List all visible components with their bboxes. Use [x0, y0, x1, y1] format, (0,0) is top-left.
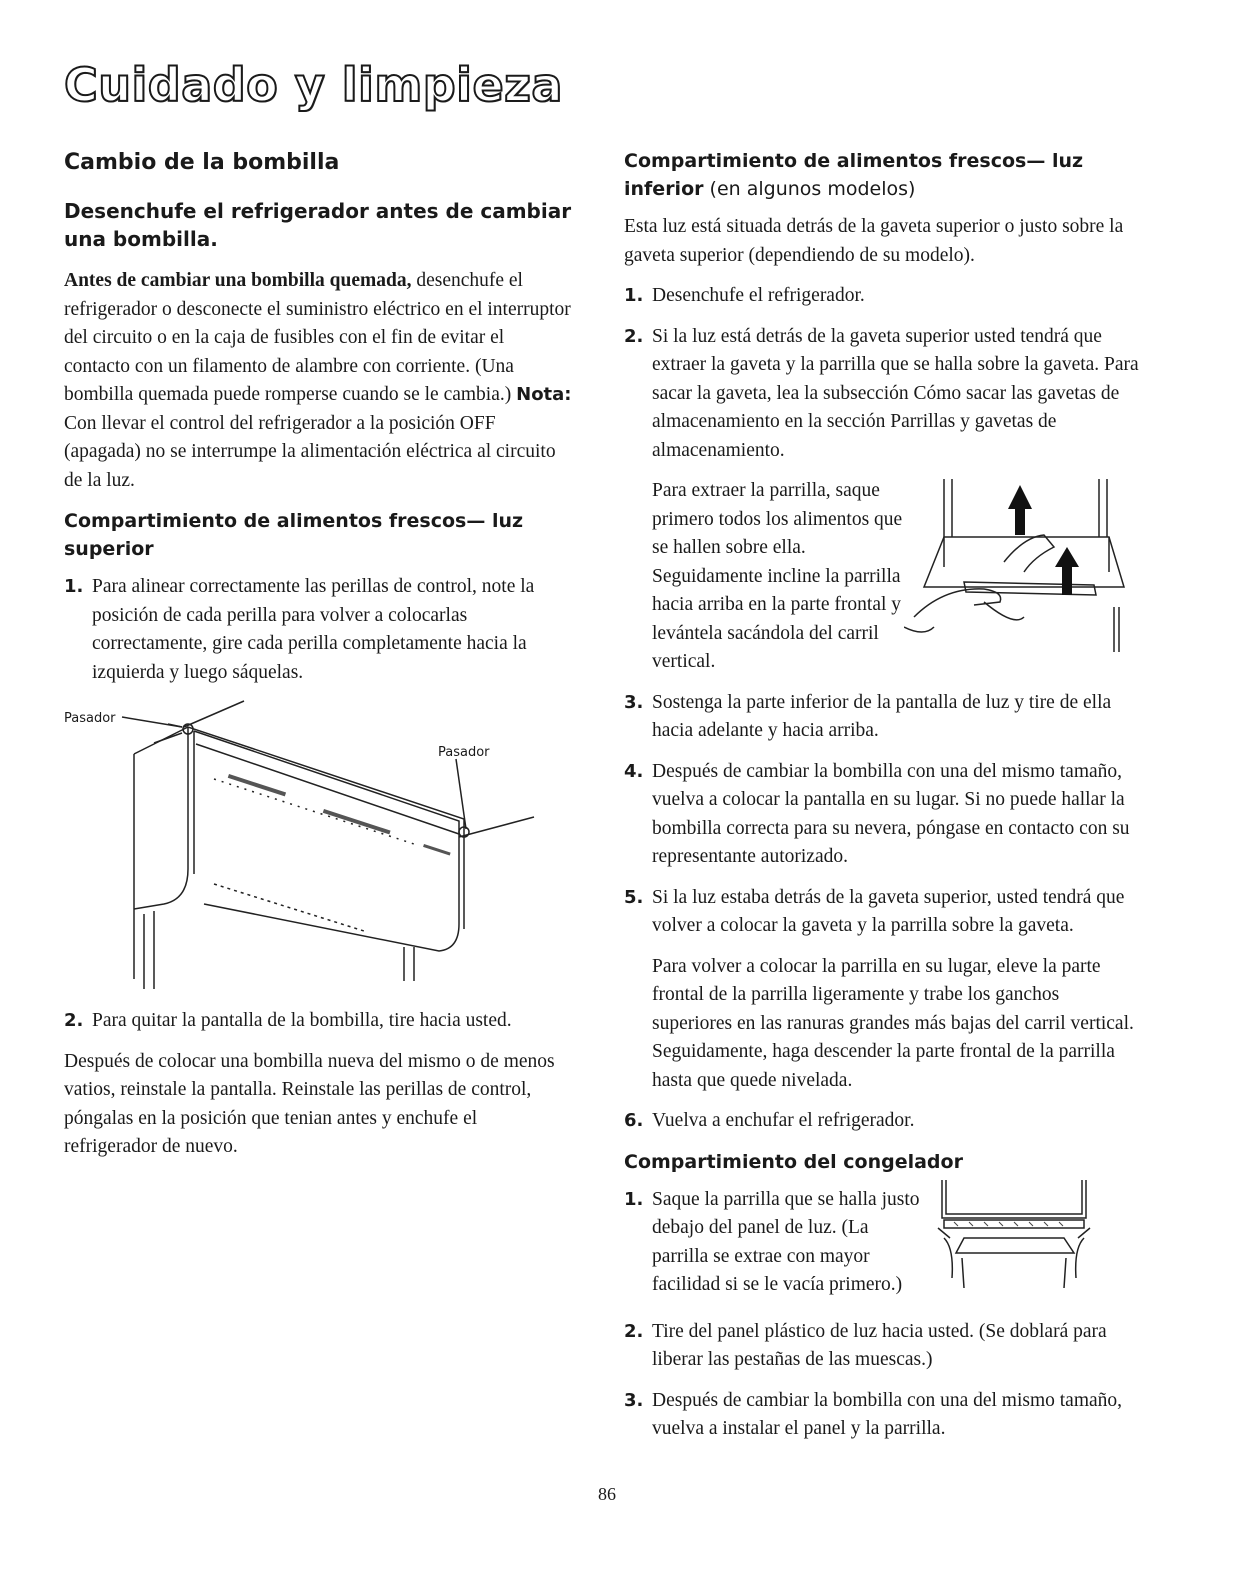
section-heading-bulb: Cambio de la bombilla [64, 150, 340, 175]
subheading-freezer: Compartimiento del congelador [624, 1150, 963, 1173]
step-number: 1. [64, 576, 84, 597]
shelf-remove-block [652, 477, 1144, 677]
step-number: 6. [624, 1110, 644, 1131]
note-label: Nota: [516, 384, 572, 405]
step-text: Vuelva a enchufar el refrigerador. [652, 1110, 915, 1131]
step-text: Sostenga la parte inferior de la pantalla de luz y tire de ella hacia adelante y hacia arriba. [652, 691, 1112, 741]
step-number: 3. [624, 1389, 644, 1411]
lower-light-intro: Esta luz está situada detrás de la gaveta superior o justo sobre la gaveta superior (dependiendo de su modelo). [624, 216, 1124, 266]
freezer-step-1-text-block [624, 1186, 924, 1308]
shelf-removal-illustration [904, 477, 1144, 667]
step-number: 4. [624, 760, 644, 782]
page-number: 86 [598, 1484, 616, 1504]
lower-step-6 [624, 1107, 1144, 1136]
step-text: Para alinear correctamente las perillas de control, note la posición de cada perilla para volver a colocarlas correctamente, gire cada perilla completamente hacia la izquierda y luego sáquelas. [92, 576, 535, 683]
subheading-upper-light: Compartimiento de alimentos frescos— luz superior [64, 510, 524, 560]
page-title: Cuidado y limpieza [64, 58, 563, 112]
subheading-lower-light [624, 147, 1094, 203]
closing-paragraph: Después de colocar una bombilla nueva del mismo o de menos vatios, reinstale la pantalla. Reinstale las perillas de control, póngalas en la posición que tenian antes y enchufe el refrigerador de nuevo. [64, 1050, 555, 1157]
step-number: 5. [624, 886, 644, 908]
step-text: Si la luz está detrás de la gaveta superior usted tendrá que extraer la gaveta y la parrilla que se halla sobre la gaveta. Para sacar la gaveta, lea la subsección Cómo sacar las gavetas de almacenamiento en la sección Parrillas y gavetas de almacenamiento. [652, 325, 1139, 461]
shelf-remove-text: Para extraer la parrilla, saque primero todos los alimentos que se hallen sobre ella. Seguidamente incline la parrilla hacia arriba en la parte frontal y levántela sacándola del carril vertical. [652, 480, 903, 672]
step-number: 2. [624, 325, 644, 347]
upper-step-1 [64, 573, 574, 687]
step-text: Para quitar la pantalla de la bombilla, tire hacia usted. [92, 1010, 512, 1031]
step-number: 2. [64, 1010, 84, 1031]
lower-step-3 [624, 689, 1144, 746]
step-text: Tire del panel plástico de luz hacia usted. (Se doblará para liberar las pestañas de las muescas.) [652, 1320, 1107, 1370]
intro-paragraph [64, 267, 574, 495]
step-text: Después de cambiar la bombilla con una del mismo tamaño, vuelva a colocar la pantalla en su lugar. Si no puede hallar la bombilla correcta para su nevera, póngase en contacto con su representante autorizado. [652, 760, 1130, 867]
freezer-step-3 [624, 1387, 1144, 1444]
freezer-step-1 [624, 1186, 1144, 1308]
lower-step-2 [624, 323, 1144, 466]
figure-label-pasador-left: Pasador [64, 711, 116, 726]
step-text: Si la luz estaba detrás de la gaveta superior, usted tendrá que volver a colocar la gaveta y la parrilla sobre la gaveta. [652, 886, 1125, 936]
lower-step-5 [624, 884, 1144, 941]
subheading-lower-light-bold: Compartimiento de alimentos frescos— luz inferior [624, 150, 1084, 200]
shelf-replace-text: Para volver a colocar la parrilla en su lugar, eleve la parte frontal de la parrilla ligeramente y trabe los ganchos superiores en las ranuras grandes más bajas del carril vertical. Seguidamente, haga descender la parte frontal de la parrilla hasta que quede nivelada. [652, 955, 1134, 1091]
freezer-step-2 [624, 1318, 1144, 1375]
lower-step-1 [624, 282, 1144, 311]
intro-text: desenchufe el refrigerador o desconecte el suministro eléctrico en el interruptor del circuito o en la caja de fusibles con el fin de evitar el contacto con un filamento de alambre con corriente. (Una bombilla quemada puede romperse cuando se le cambia.) [64, 270, 571, 405]
step-text: Desenchufe el refrigerador. [652, 285, 865, 306]
step-number: 3. [624, 691, 644, 713]
step-text: Saque la parrilla que se halla justo debajo del panel de luz. (La parrilla se extrae con mayor facilidad si se le vacía primero.) [652, 1188, 920, 1295]
light-shield-illustration [64, 699, 574, 999]
step-number: 1. [624, 1188, 644, 1210]
upper-step-2 [64, 1007, 574, 1036]
figure-label-pasador-right: Pasador [438, 745, 490, 760]
freezer-shelf-illustration [934, 1178, 1104, 1308]
unplug-warning: Desenchufe el refrigerador antes de cambiar una bombilla. [64, 199, 572, 251]
light-shield-figure [64, 699, 574, 999]
step-number: 1. [624, 285, 644, 306]
step-text: Después de cambiar la bombilla con una del mismo tamaño, vuelva a instalar el panel y la parrilla. [652, 1389, 1123, 1439]
note-text: Con llevar el control del refrigerador a la posición OFF (apagada) no se interrumpe la alimentación eléctrica al circuito de la luz. [64, 412, 556, 491]
subheading-lower-light-normal: (en algunos modelos) [703, 178, 916, 200]
right-column [624, 147, 1144, 1456]
lower-step-4 [624, 758, 1144, 872]
left-column [64, 150, 574, 1174]
intro-lead: Antes de cambiar una bombilla quemada, [64, 270, 412, 291]
step-number: 2. [624, 1320, 644, 1342]
